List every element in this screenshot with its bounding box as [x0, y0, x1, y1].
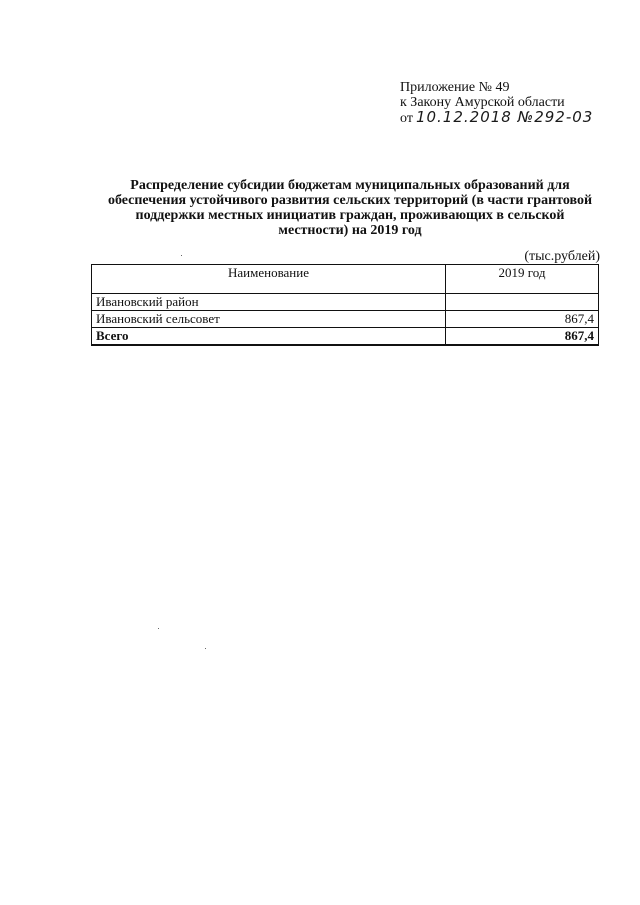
appendix-law: к Закону Амурской области	[400, 95, 565, 110]
total-name: Всего	[92, 328, 446, 346]
scan-speck	[181, 255, 182, 256]
appendix-date-prefix: от	[400, 111, 413, 126]
appendix-block	[400, 80, 593, 126]
appendix-date-line	[400, 110, 593, 126]
row-value: 867,4	[446, 311, 599, 328]
row-name: Ивановский район	[92, 294, 446, 311]
header-name: Наименование	[92, 265, 446, 294]
table-total-row	[92, 328, 599, 346]
total-value: 867,4	[446, 328, 599, 346]
table-row	[92, 311, 599, 328]
row-name: Ивановский сельсовет	[92, 311, 446, 328]
header-year: 2019 год	[446, 265, 599, 294]
scan-speck	[205, 648, 206, 649]
subsidy-table	[91, 264, 599, 346]
table-header-row	[92, 265, 599, 294]
row-value	[446, 294, 599, 311]
unit-label: (тыс.рублей)	[524, 249, 600, 264]
handwritten-date-number: 10.12.2018 №292-03	[415, 108, 594, 126]
appendix-number: Приложение № 49	[400, 80, 510, 95]
scan-speck	[158, 628, 159, 629]
table-row	[92, 294, 599, 311]
document-title: Распределение субсидии бюджетам муниципальных образований для обеспечения устойчивого развития сельских территорий (в части грантовой поддержки местных инициатив граждан, проживающих в сельской местности) на 2019 год	[107, 178, 593, 238]
